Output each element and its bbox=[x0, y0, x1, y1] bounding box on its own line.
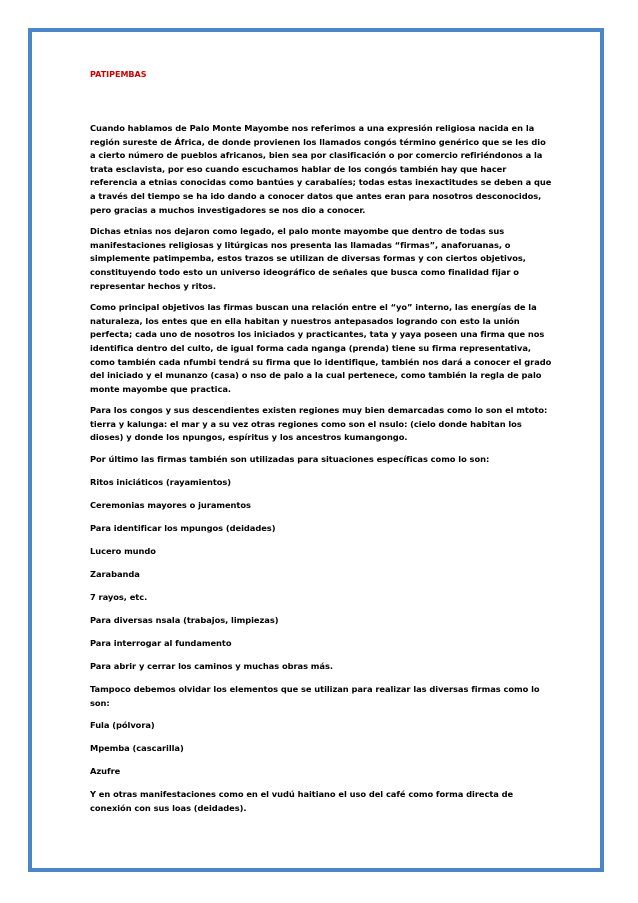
list-item: Para abrir y cerrar los caminos y muchas obras más. bbox=[90, 660, 333, 671]
list-item: Zarabanda bbox=[90, 568, 140, 579]
list-item: Ceremonias mayores o juramentos bbox=[90, 500, 251, 511]
document-body bbox=[90, 70, 554, 824]
element-item: Mpemba (cascarilla) bbox=[90, 743, 184, 754]
paragraph-legacy: Dichas etnias nos dejaron como legado, el palo monte mayombe que dentro de todas sus manifestaciones religiosas y litúrgicas nos presenta las llamadas “firmas”, anaforuanas, o simplemente patimpemba, estos trazos se utilizan de diversas formas y con ciertos objetivos, constituyendo todo esto un universo ideográfico de señales que busca como finalidad fijar o representar hechos y ritos. bbox=[90, 226, 526, 291]
element-item: Fula (pólvora) bbox=[90, 720, 155, 731]
document-title: PATIPEMBAS bbox=[90, 70, 147, 79]
list-item: Ritos iniciáticos (rayamientos) bbox=[90, 477, 232, 488]
list-item: 7 rayos, etc. bbox=[90, 591, 148, 602]
paragraph-intro: Cuando hablamos de Palo Monte Mayombe nos referimos a una expresión religiosa nacida en la región sureste de África, de donde provienen los llamados congós término genérico que se les dio a cierto número de pueblos africanos, bien sea por clasificación o por comercio refiriéndonos a la trata esclavista, por eso cuando escuchamos hablar de los congós también hay que hacer referencia a etnias conocidas como bantúes y carabalíes; todas estas inexactitudes se deben a que a través del tiempo se ha ido dando a conocer datos que antes eran para nosotros desconocidos, pero gracias a muchos investigadores se nos dio a conocer. bbox=[90, 123, 552, 215]
list-item: Para interrogar al fundamento bbox=[90, 637, 232, 648]
list-item: Para identificar los mpungos (deidades) bbox=[90, 523, 276, 534]
element-item: Azufre bbox=[90, 766, 121, 777]
paragraph-objectives: Como principal objetivos las firmas buscan una relación entre el “yo” interno, las energías de la naturaleza, los entes que en ella habitan y nuestros antepasados logrando con esto la unión perfecta; cada uno de nosotros los iniciados y practicantes, tata y yaya poseen una firma que nos identifica dentro del culto, de igual forma cada nganga (prenda) tiene su firma representativa, como también cada nfumbi tendrá su firma que lo identifique, también nos dará a conocer el grado del iniciado y el munanzo (casa) o nso de palo a la cual pertenece, como también la regla de palo monte mayombe que practica. bbox=[90, 302, 552, 394]
paragraph-closing: Y en otras manifestaciones como en el vudú haitiano el uso del café como forma directa de conexión con sus loas (deidades). bbox=[90, 789, 514, 814]
paragraph-regions: Para los congos y sus descendientes existen regiones muy bien demarcadas como lo son el mtoto: tierra y kalunga: el mar y a su vez otras regiones como son el nsulo: (cielo donde habitan los dioses) y donde los npungos, espíritus y los ancestros kumangongo. bbox=[90, 405, 548, 443]
paragraph-elements-intro: Tampoco debemos olvidar los elementos que se utilizan para realizar las diversas firmas como lo son: bbox=[90, 683, 540, 708]
list-item: Para diversas nsala (trabajos, limpiezas) bbox=[90, 614, 279, 625]
list-item: Lucero mundo bbox=[90, 546, 156, 556]
paragraph-uses: Por último las firmas también son utilizadas para situaciones específicas como lo son: bbox=[90, 454, 490, 465]
